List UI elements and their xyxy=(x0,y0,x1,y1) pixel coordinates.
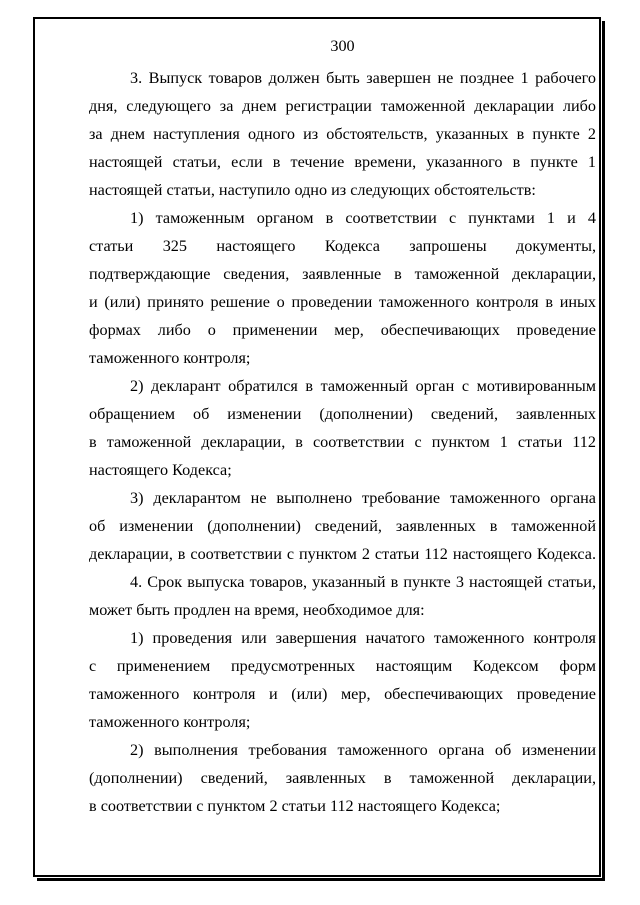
text-line: таможенного контроля; xyxy=(89,713,251,731)
text-line: 3. Выпуск товаров должен быть завершен не позднее 1 рабочего xyxy=(130,69,596,87)
text-line: в таможенной декларации, в соответствии с пунктом 1 статьи 112 xyxy=(89,433,596,451)
text-line: 2) выполнения требования таможенного органа об изменении xyxy=(130,741,596,759)
text-line: настоящего Кодекса; xyxy=(89,461,232,479)
document-body xyxy=(89,36,596,820)
text-line: дня, следующего за днем регистрации таможенной декларации либо xyxy=(89,97,596,115)
text-line: за днем наступления одного из обстоятельств, указанных в пункте 2 xyxy=(89,125,596,143)
text-line: и (или) принято решение о проведении таможенного контроля в иных xyxy=(89,293,596,311)
text-line: 4. Срок выпуска товаров, указанный в пункте 3 настоящей статьи, xyxy=(130,573,596,591)
page-number: 300 xyxy=(330,37,355,55)
paragraph-item-3 xyxy=(89,64,596,204)
paragraph-item-4-subitem-1 xyxy=(89,624,596,736)
text-line: 1) таможенным органом в соответствии с пунктами 1 и 4 xyxy=(130,209,596,227)
text-line: декларации, в соответствии с пунктом 2 статьи 112 настоящего Кодекса. xyxy=(89,545,596,563)
paragraph-item-4 xyxy=(89,568,596,624)
text-line: 1) проведения или завершения начатого таможенного контроля xyxy=(130,629,596,647)
paragraph-item-4-subitem-2 xyxy=(89,736,596,820)
text-line: 2) декларант обратился в таможенный орган с мотивированным xyxy=(130,377,596,395)
text-line: (дополнении) сведений, заявленных в таможенной декларации, xyxy=(89,769,596,787)
paragraph-subitem-3 xyxy=(89,484,596,568)
text-line: об изменении (дополнении) сведений, заявленных в таможенной xyxy=(89,517,596,535)
text-line: таможенного контроля и (или) мер, обеспечивающих проведение xyxy=(89,685,596,703)
text-line: статьи 325 настоящего Кодекса запрошены документы, xyxy=(89,237,596,255)
text-line: настоящей статьи, наступило одно из следующих обстоятельств: xyxy=(89,181,536,199)
paragraph-subitem-2 xyxy=(89,372,596,484)
text-line: в соответствии с пунктом 2 статьи 112 настоящего Кодекса; xyxy=(89,797,501,815)
text-line: формах либо о применении мер, обеспечивающих проведение xyxy=(89,321,596,339)
text-line: может быть продлен на время, необходимое для: xyxy=(89,601,425,619)
text-line: подтверждающие сведения, заявленные в таможенной декларации, xyxy=(89,265,596,283)
text-line: обращением об изменении (дополнении) сведений, заявленных xyxy=(89,405,596,423)
paragraph-subitem-1 xyxy=(89,204,596,372)
text-line: с применением предусмотренных настоящим Кодексом форм xyxy=(89,657,596,675)
text-line: 3) декларантом не выполнено требование таможенного органа xyxy=(130,489,596,507)
text-line: настоящей статьи, если в течение времени, указанного в пункте 1 xyxy=(89,153,596,171)
text-line: таможенного контроля; xyxy=(89,349,251,367)
